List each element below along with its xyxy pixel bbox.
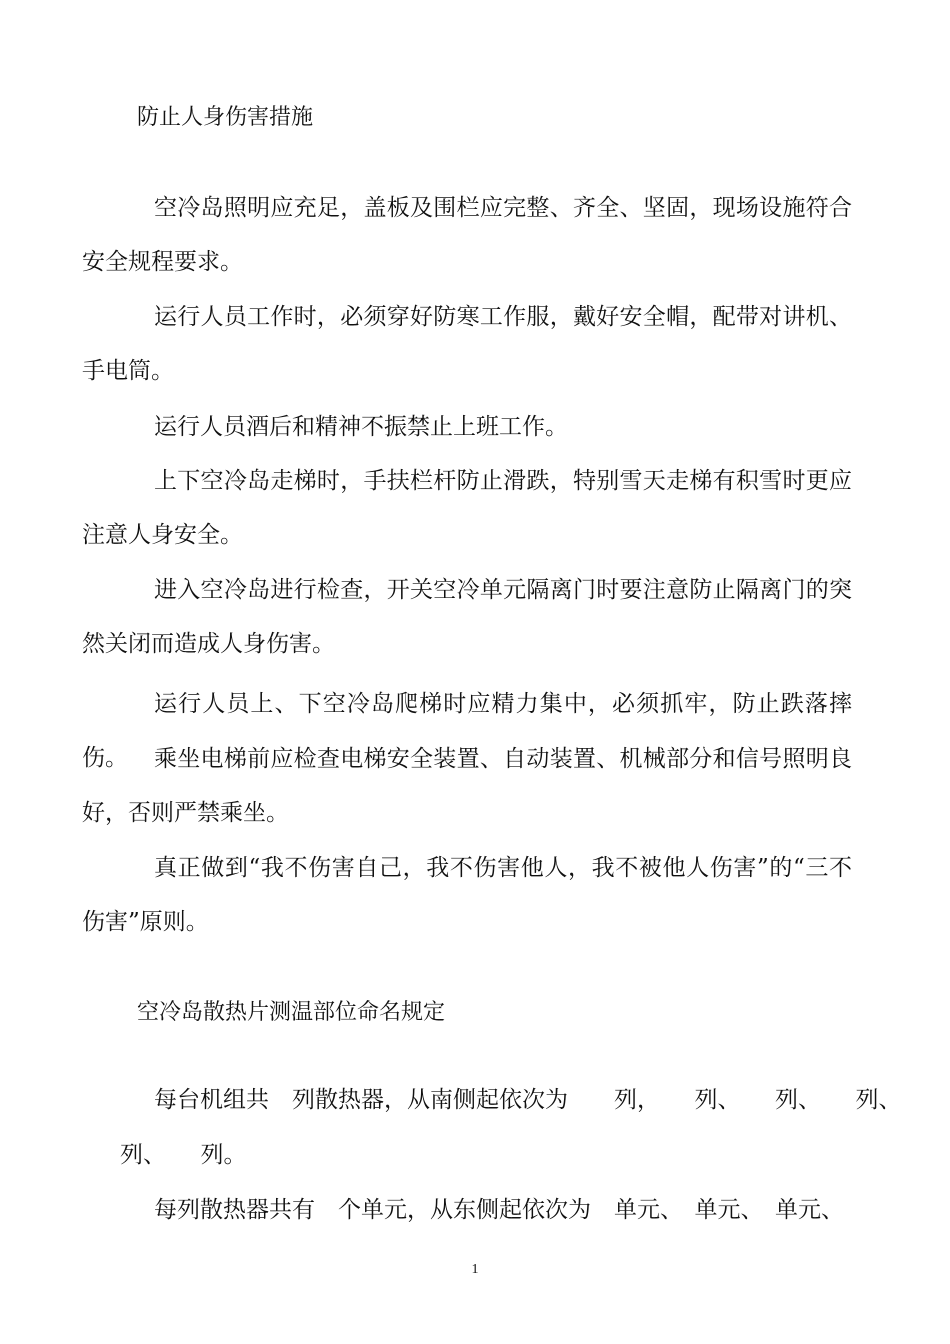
paragraph-line: 每台机组共 列散热器，从南侧起依次为 列， 列、 列、 列、	[154, 1087, 902, 1113]
paragraph: 乘坐电梯前应检查电梯安全装置、自动装置、机械部分和信号照明良好，否则严禁乘坐。	[82, 746, 852, 826]
section-heading-naming-rules: 空冷岛散热片测温部位命名规定	[137, 1000, 446, 1025]
section-heading-safety: 防止人身伤害措施	[137, 105, 314, 130]
page-number: 1	[471, 1262, 479, 1277]
paragraph: 上下空冷岛走梯时，手扶栏杆防止滑跌，特别雪天走梯有积雪时更应注意人身安全。	[82, 468, 852, 548]
paragraph: 进入空冷岛进行检查，开关空冷单元隔离门时要注意防止隔离门的突然关闭而造成人身伤害。	[82, 577, 852, 657]
paragraph-line: 每列散热器共有 个单元，从东侧起依次为 单元、 单元、 单元、	[154, 1197, 844, 1223]
paragraph: 真正做到“我不伤害自己，我不伤害他人，我不被他人伤害”的“三不伤害”原则。	[82, 855, 852, 935]
paragraph: 空冷岛照明应充足，盖板及围栏应完整、齐全、坚固，现场设施符合安全规程要求。	[82, 195, 852, 275]
paragraph: 运行人员上、下空冷岛爬梯时应精力集中，必须抓牢，防止跌落摔伤。	[82, 691, 852, 771]
paragraph: 运行人员工作时，必须穿好防寒工作服，戴好安全帽，配带对讲机、手电筒。	[82, 304, 852, 384]
paragraph: 运行人员酒后和精神不振禁止上班工作。	[154, 414, 568, 440]
paragraph-line: 列、 列。	[120, 1142, 247, 1168]
